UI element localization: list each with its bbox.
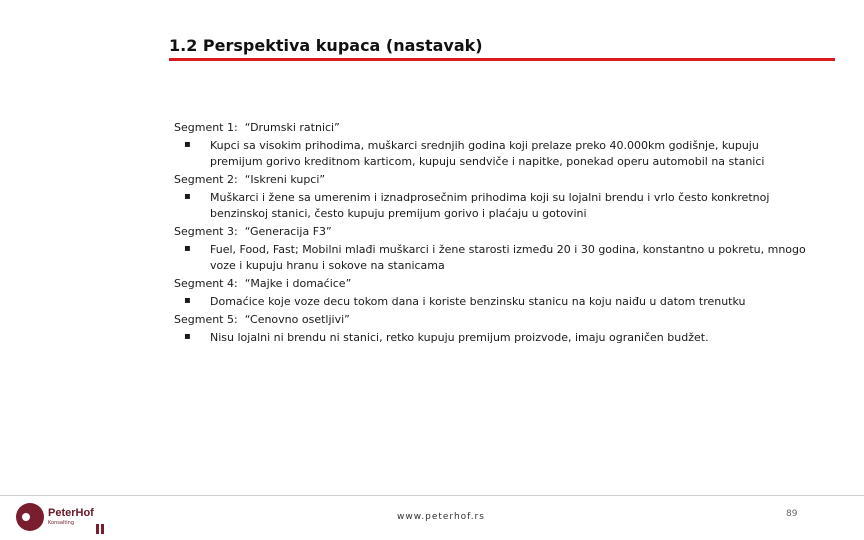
segment-name: “Generacija F3”: [244, 225, 332, 238]
bullet-icon: ▪: [184, 295, 191, 306]
logo-name: PeterHof: [48, 507, 94, 519]
segment-description: Fuel, Food, Fast; Mobilni mlađi muškarci i žene starosti između 20 i 30 godina, konstantno u pokretu, mnogo voze i kupuju hranu i sokove na stanicama: [210, 243, 806, 272]
segment-description: Nisu lojalni ni brendu ni stanici, retko kupuju premijum proizvode, imaju ograničen budžet.: [210, 331, 709, 344]
segments-list: [174, 120, 814, 346]
segment-label: Segment 4:: [174, 277, 238, 290]
segment-description: Domaćice koje voze decu tokom dana i koriste benzinsku stanicu na koju naiđu u datom trenutku: [210, 295, 746, 308]
segment-3: [174, 224, 814, 274]
footer-divider: [0, 495, 864, 496]
logo-subtitle: Konsalting: [48, 520, 75, 526]
page-title: 1.2 Perspektiva kupaca (nastavak): [169, 36, 483, 55]
segment-5: [174, 312, 814, 346]
segment-description: Kupci sa visokim prihodima, muškarci srednjih godina koji prelaze preko 40.000km godišnje, kupuju premijum gorivo kreditnom karticom, kupuju sendviče i napitke, ponekad operu automobil na stanici: [210, 139, 765, 168]
segment-name: “Drumski ratnici”: [244, 121, 340, 134]
page-number: 89: [786, 509, 798, 519]
bullet-icon: ▪: [184, 139, 191, 150]
segment-name: “Cenovno osetljivi”: [244, 313, 350, 326]
segment-name: “Iskreni kupci”: [244, 173, 326, 186]
segment-description: Muškarci i žene sa umerenim i iznadprosečnim prihodima koji su lojalni brendu i vrlo često konkretnoj benzinskoj stanici, često kupuju premijum gorivo i plaćaju u gotovini: [210, 191, 770, 220]
segment-name: “Majke i domaćice”: [244, 277, 352, 290]
segment-label: Segment 5:: [174, 313, 238, 326]
logo-bars-icon: [96, 519, 106, 538]
footer-url: www.peterhof.rs: [397, 512, 485, 522]
segment-label: Segment 1:: [174, 121, 238, 134]
bullet-icon: ▪: [184, 331, 191, 342]
bullet-icon: ▪: [184, 243, 191, 254]
logo-circle-icon: [16, 503, 44, 531]
company-logo: [16, 503, 126, 533]
segment-4: [174, 276, 814, 310]
title-underline: [169, 58, 835, 61]
segment-label: Segment 2:: [174, 173, 238, 186]
segment-1: [174, 120, 814, 170]
bullet-icon: ▪: [184, 191, 191, 202]
segment-2: [174, 172, 814, 222]
segment-label: Segment 3:: [174, 225, 238, 238]
